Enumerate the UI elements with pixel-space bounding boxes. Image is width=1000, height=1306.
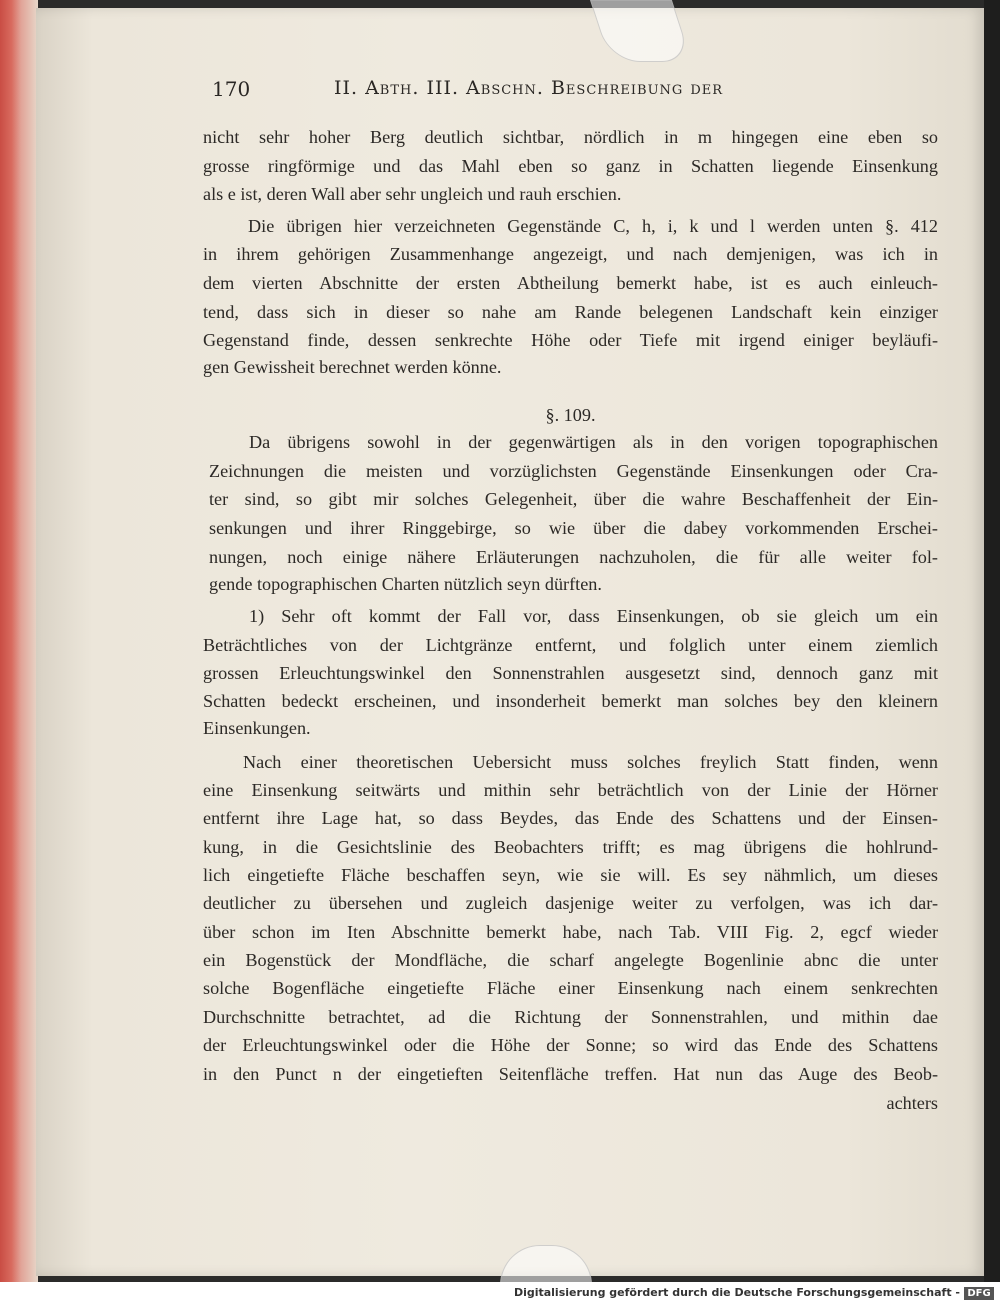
- text-line: in den Punct n der eingetieften Seitenfläche treffen. Hat nun das Auge des Beob-: [203, 1064, 938, 1084]
- text-line: Schatten bedeckt erscheinen, und insonderheit bemerkt man solches bey den kleinern: [203, 691, 938, 711]
- text-line: ter sind, so gibt mir solches Gelegenheit, über die wahre Beschaffenheit der Ein-: [209, 489, 938, 509]
- text-line: als e ist, deren Wall aber sehr ungleich und rauh erschien.: [203, 184, 622, 204]
- text-line: nungen, noch einige nähere Erläuterungen nachzuholen, die für alle weiter fol-: [209, 547, 938, 567]
- text-line: tend, dass sich in dieser so nahe am Rande belegenen Landschaft kein einziger: [203, 302, 938, 322]
- text-line: gen Gewissheit berechnet werden könne.: [203, 357, 502, 377]
- text-line: über schon im Iten Abschnitte bemerkt habe, nach Tab. VIII Fig. 2, egcf wieder: [203, 922, 938, 942]
- text-line: Beträchtliches von der Lichtgränze entfernt, und folglich unter einem ziemlich: [203, 635, 938, 655]
- text-line: dem vierten Abschnitte der ersten Abtheilung bemerkt habe, ist es auch einleuch-: [203, 273, 938, 293]
- running-header: [212, 77, 932, 107]
- text-line: Nach einer theoretischen Uebersicht muss solches freylich Statt finden, wenn: [243, 752, 938, 772]
- text-line: senkungen und ihrer Ringgebirge, so wie über die dabey vorkommenden Erschei-: [209, 518, 938, 538]
- text-line: ein Bogenstück der Mondfläche, die scharf angelegte Bogenlinie abnc die unter: [203, 950, 938, 970]
- text-line: Da übrigens sowohl in der gegenwärtigen als in den vorigen topographischen: [249, 432, 938, 452]
- running-head-title: II. Abth. III. Abschn. Beschreibung der: [334, 77, 724, 99]
- text-line: Einsenkungen.: [203, 718, 311, 738]
- page-number: 170: [212, 77, 251, 101]
- text-line: grossen Erleuchtungswinkel den Sonnenstrahlen ausgesetzt sind, dennoch ganz mit: [203, 663, 938, 683]
- footer-bar: [0, 1282, 1000, 1306]
- text-line: nicht sehr hoher Berg deutlich sichtbar, nördlich in m hingegen eine eben so: [203, 127, 938, 147]
- text-line: gende topographischen Charten nützlich seyn dürften.: [209, 574, 602, 594]
- text-line: Durchschnitte betrachtet, ad die Richtung der Sonnenstrahlen, und mithin dae: [203, 1007, 938, 1027]
- text-line: 1) Sehr oft kommt der Fall vor, dass Einsenkungen, ob sie gleich um ein: [249, 606, 938, 626]
- page-edge-stack: [0, 0, 38, 1282]
- dfg-logo: DFG: [964, 1287, 994, 1300]
- text-line: kung, in die Gesichtslinie des Beobachters trifft; es mag übrigens die hohlrund-: [203, 837, 938, 857]
- text-line: Gegenstand finde, dessen senkrechte Höhe oder Tiefe mit irgend einiger beyläufi-: [203, 330, 938, 350]
- funding-credit: Digitalisierung gefördert durch die Deutsche Forschungsgemeinschaft -: [513, 1286, 960, 1299]
- catchword: achters: [886, 1093, 938, 1113]
- text-line: entfernt ihre Lage hat, so dass Beydes, das Ende des Schattens und der Einsen-: [203, 808, 938, 828]
- text-line: grosse ringförmige und das Mahl eben so ganz in Schatten liegende Einsenkung: [203, 156, 938, 176]
- section-heading: §. 109.: [545, 405, 596, 425]
- text-line: Zeichnungen die meisten und vorzüglichsten Gegenstände Einsenkungen oder Cra-: [209, 461, 938, 481]
- text-line: Die übrigen hier verzeichneten Gegenstände C, h, i, k und l werden unten §. 412: [248, 216, 938, 236]
- text-line: lich eingetiefte Fläche beschaffen seyn, wie sie will. Es sey nähmlich, um dieses: [203, 865, 938, 885]
- text-line: solche Bogenfläche eingetiefte Fläche einer Einsenkung nach einem senkrechten: [203, 978, 938, 998]
- text-line: deutlicher zu übersehen und zugleich dasjenige weiter zu verfolgen, was ich dar-: [203, 893, 938, 913]
- binding-shadow: [984, 0, 1000, 1282]
- text-line: der Erleuchtungswinkel oder die Höhe der Sonne; so wird das Ende des Schattens: [203, 1035, 938, 1055]
- text-line: in ihrem gehörigen Zusammenhange angezeigt, und nach demjenigen, was ich in: [203, 244, 938, 264]
- text-line: eine Einsenkung seitwärts und mithin sehr beträchtlich von der Linie der Hörner: [203, 780, 938, 800]
